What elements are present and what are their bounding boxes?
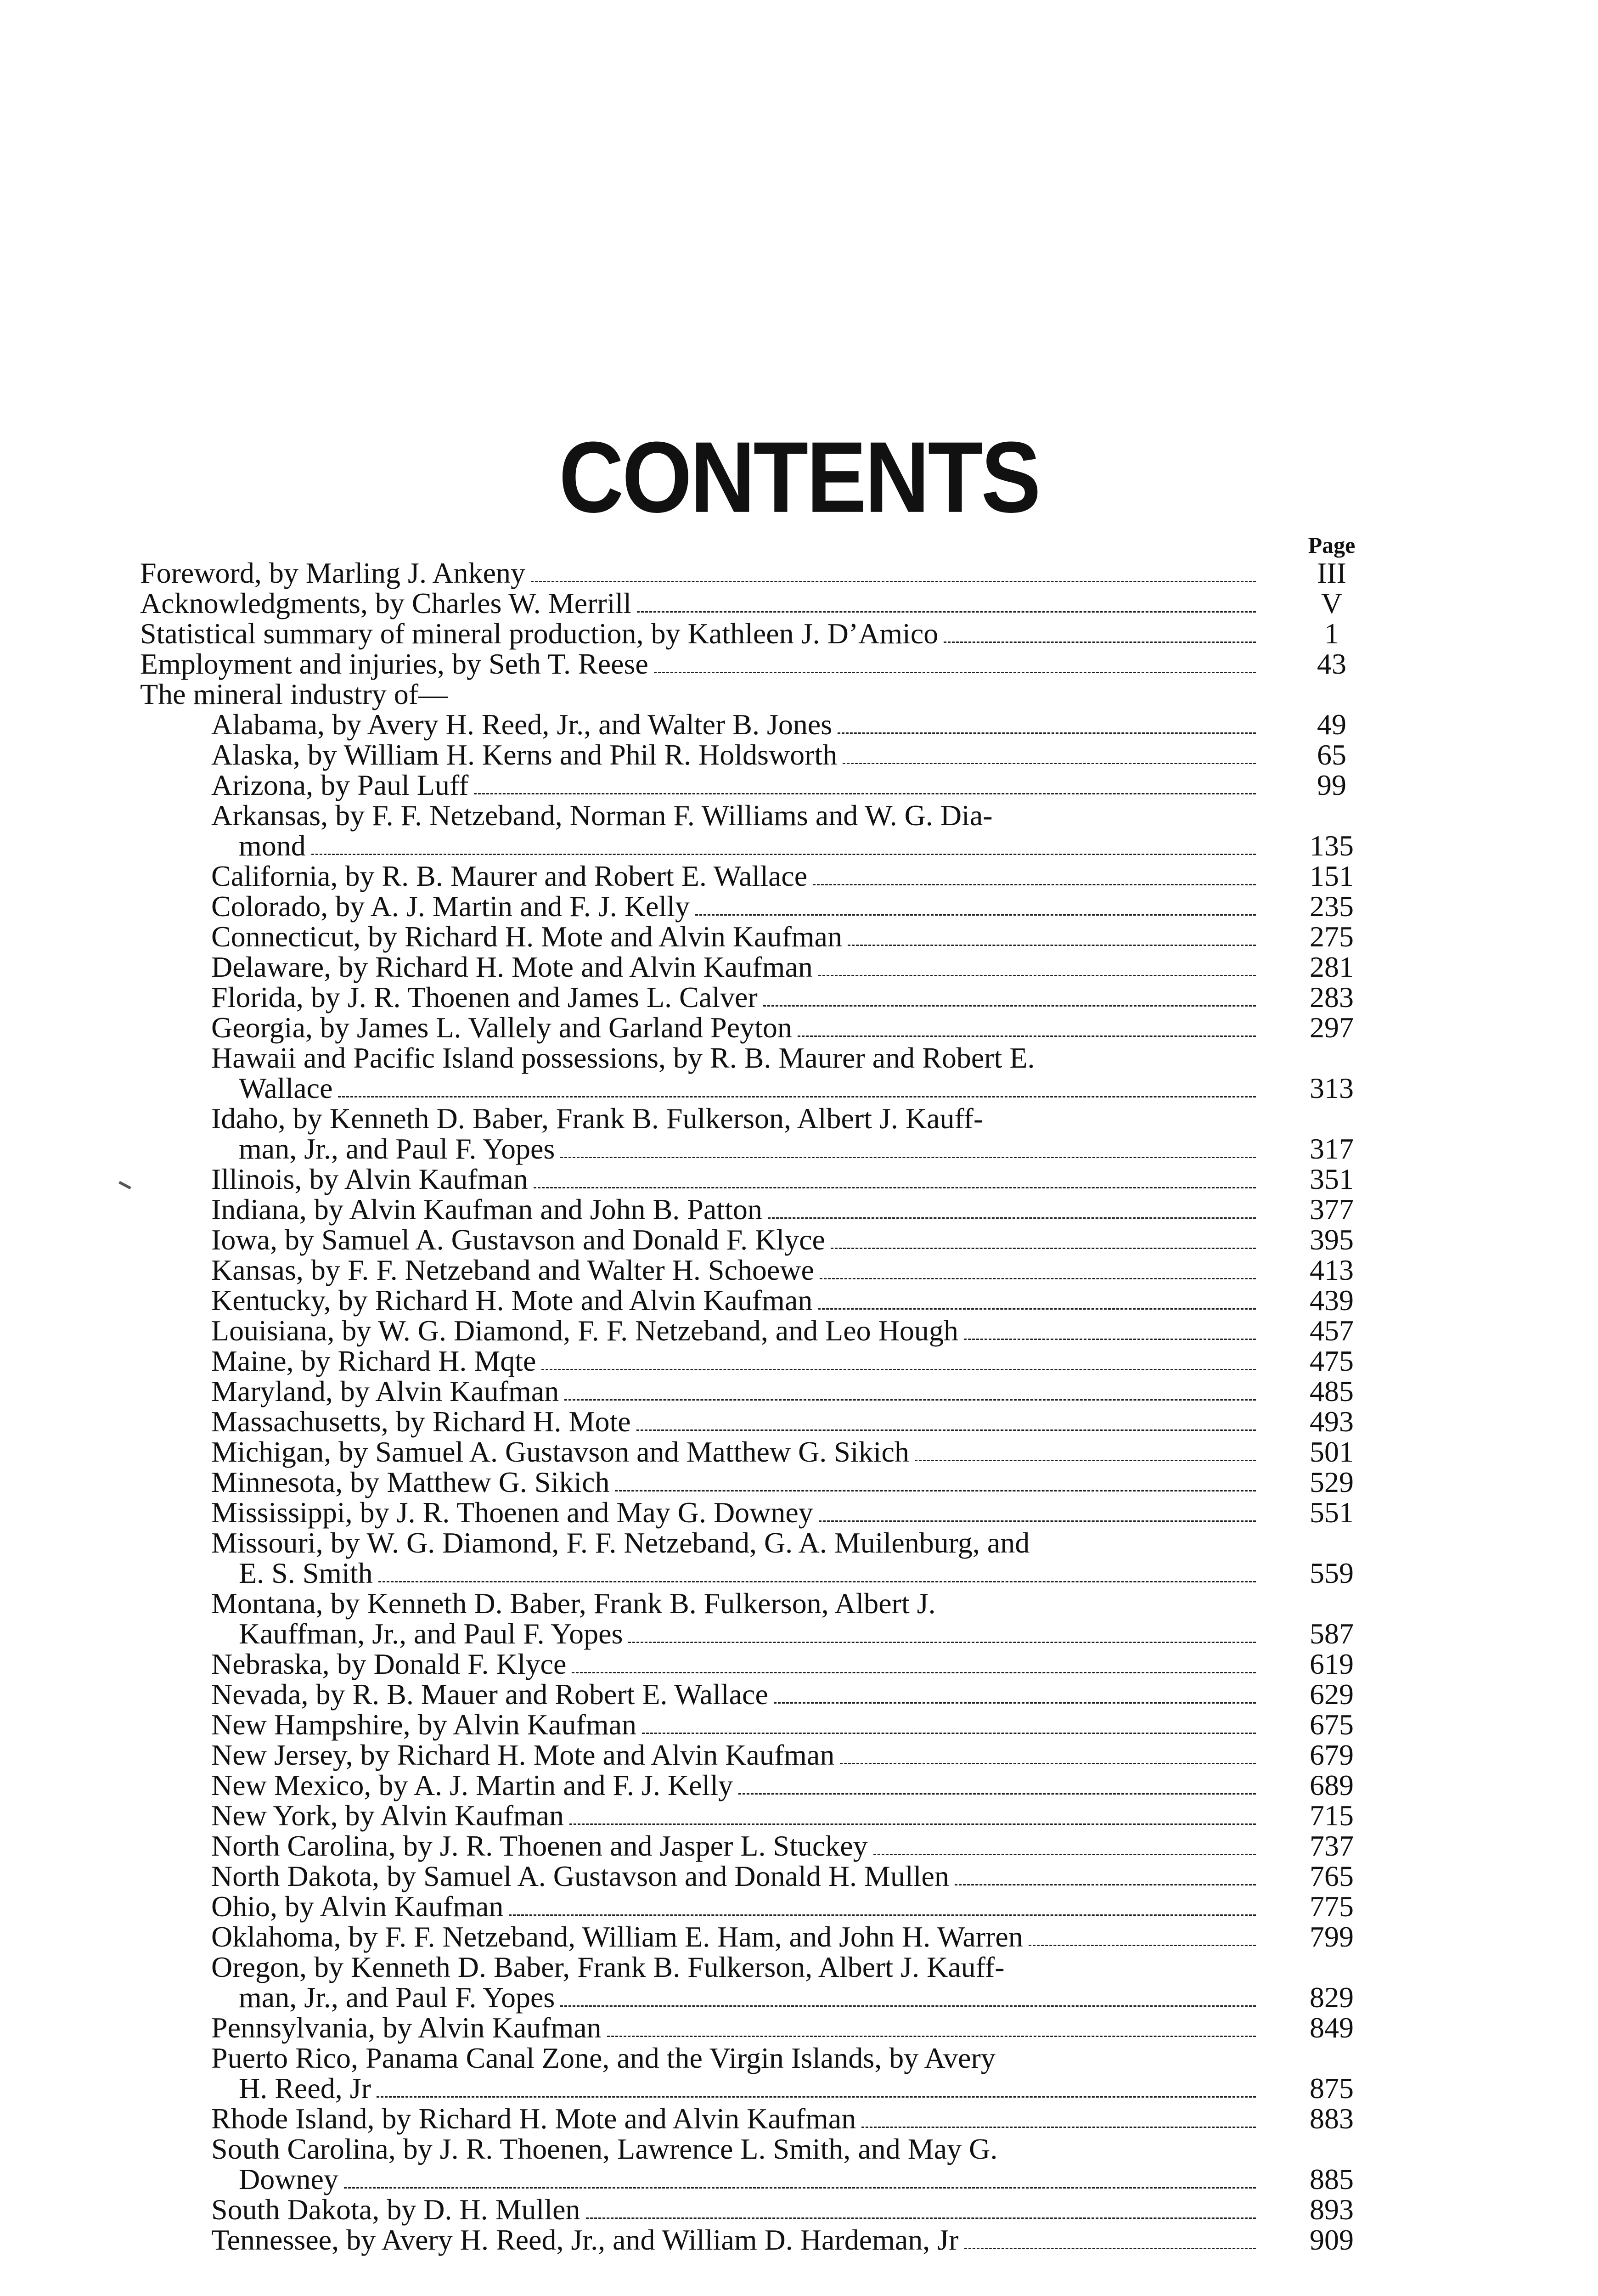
toc-leader-dashes — [560, 1982, 1256, 2007]
toc-leader-dashes — [541, 1346, 1256, 1370]
toc-entry-text: New Jersey, by Richard H. Mote and Alvin Kaufman — [211, 1739, 835, 1771]
toc-entry-page-number: 49 — [1317, 708, 1346, 741]
toc-entry — [0, 1164, 1598, 1194]
toc-entry — [0, 1376, 1598, 1407]
toc-entry-text: Nevada, by R. B. Mauer and Robert E. Wallace — [211, 1678, 768, 1711]
toc-entry-page-number: 689 — [1310, 1769, 1354, 1801]
toc-entry-text: mond — [239, 829, 306, 862]
toc-entry-page-number: 413 — [1310, 1254, 1354, 1286]
toc-leader-dashes — [509, 1891, 1256, 1916]
toc-entry-text: Missouri, by W. G. Diamond, F. F. Netzeband, G. A. Muilenburg, and — [211, 1526, 1030, 1559]
toc-entry-text: Puerto Rico, Panama Canal Zone, and the Virgin Islands, by Avery — [211, 2042, 996, 2074]
toc-leader-dashes — [840, 1740, 1256, 1764]
toc-entry-text: Pennsylvania, by Alvin Kaufman — [211, 2011, 602, 2044]
toc-entry-text: New York, by Alvin Kaufman — [211, 1799, 564, 1832]
toc-entry-text: Idaho, by Kenneth D. Baber, Frank B. Fulkerson, Albert J. Kauff- — [211, 1102, 984, 1135]
toc-entry — [0, 1952, 1598, 1982]
toc-entry-page-number: 715 — [1310, 1799, 1354, 1832]
toc-leader-dashes — [798, 1013, 1256, 1037]
toc-leader-dashes — [838, 709, 1256, 734]
toc-leader-dashes — [637, 588, 1256, 613]
toc-entry — [0, 619, 1598, 649]
toc-entry-page-number: 485 — [1310, 1375, 1354, 1407]
toc-entry-page-number: 235 — [1310, 890, 1354, 923]
toc-entry — [0, 1619, 1598, 1649]
toc-entry-page-number: 43 — [1317, 647, 1346, 680]
toc-leader-dashes — [586, 2195, 1256, 2219]
toc-entry-text: Delaware, by Richard H. Mote and Alvin Kaufman — [211, 951, 813, 983]
toc-entry-page-number: 439 — [1310, 1284, 1354, 1317]
toc-entry — [0, 2013, 1598, 2043]
toc-entry-text: Michigan, by Samuel A. Gustavson and Matthew G. Sikich — [211, 1435, 909, 1468]
toc-leader-dashes — [964, 1316, 1256, 1340]
toc-entry — [0, 1043, 1598, 1073]
toc-leader-dashes — [955, 1861, 1256, 1885]
toc-entry-page-number: 99 — [1317, 769, 1346, 801]
toc-leader-dashes — [873, 1831, 1256, 1855]
toc-entry-page-number: V — [1321, 587, 1343, 619]
toc-entry-page-number: 493 — [1310, 1405, 1354, 1438]
toc-entry — [0, 831, 1598, 861]
toc-entry-page-number: 281 — [1310, 951, 1354, 983]
toc-entry-page-number: 475 — [1310, 1345, 1354, 1377]
toc-leader-dashes — [377, 2073, 1256, 2098]
toc-entry-text: Tennessee, by Avery H. Reed, Jr., and William D. Hardeman, Jr — [211, 2223, 959, 2256]
toc-entry — [0, 2043, 1598, 2073]
toc-entry-page-number: 909 — [1310, 2223, 1354, 2256]
toc-entry — [0, 1194, 1598, 1225]
toc-entry-page-number: 883 — [1310, 2102, 1354, 2135]
toc-entry-page-number: 551 — [1310, 1496, 1354, 1529]
toc-entry-text: Foreword, by Marling J. Ankeny — [140, 557, 526, 589]
toc-entry-page-number: 675 — [1310, 1708, 1354, 1741]
toc-leader-dashes — [642, 1710, 1256, 1734]
toc-entry — [0, 1285, 1598, 1316]
toc-entry — [0, 679, 1598, 709]
toc-entry — [0, 770, 1598, 800]
toc-entry-text: California, by R. B. Maurer and Robert E. Wallace — [211, 860, 808, 892]
toc-leader-dashes — [615, 1467, 1256, 1491]
toc-entry-text: New Mexico, by A. J. Martin and F. J. Kelly — [211, 1769, 733, 1801]
toc-entry — [0, 1407, 1598, 1437]
toc-entry — [0, 1497, 1598, 1528]
toc-entry-text: The mineral industry of— — [140, 678, 448, 710]
toc-leader-dashes — [763, 982, 1256, 1007]
toc-entry — [0, 1740, 1598, 1770]
toc-entry — [0, 558, 1598, 588]
toc-entry — [0, 1103, 1598, 1134]
toc-entry-text: Ohio, by Alvin Kaufman — [211, 1890, 504, 1923]
toc-entry — [0, 1073, 1598, 1103]
toc-entry — [0, 2104, 1598, 2134]
toc-entry-text: Indiana, by Alvin Kaufman and John B. Patton — [211, 1193, 762, 1226]
toc-entry — [0, 2195, 1598, 2225]
toc-leader-dashes — [474, 770, 1256, 794]
toc-entry — [0, 922, 1598, 952]
toc-entry-page-number: 351 — [1310, 1163, 1354, 1195]
toc-entry-page-number: 283 — [1310, 981, 1354, 1013]
toc-entry-text: Hawaii and Pacific Island possessions, by R. B. Maurer and Robert E. — [211, 1041, 1035, 1074]
toc-entry — [0, 861, 1598, 891]
toc-entry — [0, 1225, 1598, 1255]
toc-entry-text: North Dakota, by Samuel A. Gustavson and Donald H. Mullen — [211, 1860, 949, 1892]
toc-leader-dashes — [820, 1255, 1256, 1279]
toc-entry-text: Wallace — [239, 1072, 333, 1104]
toc-entry-page-number: 775 — [1310, 1890, 1354, 1923]
toc-entry — [0, 1770, 1598, 1801]
toc-leader-dashes — [564, 1376, 1256, 1401]
toc-entry-text: Florida, by J. R. Thoenen and James L. Calver — [211, 981, 758, 1013]
toc-entry-page-number: 501 — [1310, 1435, 1354, 1468]
toc-leader-dashes — [964, 2225, 1256, 2249]
toc-leader-dashes — [843, 740, 1256, 764]
toc-leader-dashes — [531, 558, 1256, 582]
toc-entry-text: Oregon, by Kenneth D. Baber, Frank B. Fulkerson, Albert J. Kauff- — [211, 1951, 1005, 1983]
toc-entry-text: Arkansas, by F. F. Netzeband, Norman F. Williams and W. G. Dia- — [211, 799, 993, 832]
toc-entry — [0, 1437, 1598, 1467]
toc-leader-dashes — [636, 1407, 1256, 1431]
toc-entry-page-number: 135 — [1310, 829, 1354, 862]
toc-entry-text: Minnesota, by Matthew G. Sikich — [211, 1466, 610, 1498]
toc-entry — [0, 1831, 1598, 1861]
toc-entry-text: Maryland, by Alvin Kaufman — [211, 1375, 559, 1407]
toc-entry-text: Mississippi, by J. R. Thoenen and May G. Downey — [211, 1496, 813, 1529]
toc-entry — [0, 740, 1598, 770]
toc-entry — [0, 1922, 1598, 1952]
toc-entry-text: man, Jr., and Paul F. Yopes — [239, 1981, 555, 2014]
toc-entry-text: E. S. Smith — [239, 1557, 373, 1589]
toc-entry-text: Nebraska, by Donald F. Klyce — [211, 1648, 567, 1680]
toc-leader-dashes — [818, 1285, 1256, 1310]
toc-entry — [0, 709, 1598, 740]
toc-entry — [0, 982, 1598, 1013]
toc-entry — [0, 1710, 1598, 1740]
toc-leader-dashes — [915, 1437, 1256, 1461]
toc-entry-page-number: 395 — [1310, 1223, 1354, 1256]
toc-entry-page-number: 1 — [1324, 617, 1339, 650]
page-column-header: Page — [1308, 532, 1356, 558]
toc-leader-dashes — [818, 952, 1256, 976]
toc-entry-text: South Dakota, by D. H. Mullen — [211, 2193, 580, 2226]
toc-entry-text: Connecticut, by Richard H. Mote and Alvin Kaufman — [211, 920, 842, 953]
toc-entry-text: Downey — [239, 2163, 338, 2195]
toc-entry — [0, 1679, 1598, 1710]
toc-entry-text: Kauffman, Jr., and Paul F. Yopes — [239, 1617, 623, 1650]
toc-entry — [0, 2134, 1598, 2164]
toc-leader-dashes — [569, 1801, 1256, 1825]
toc-entry-text: Illinois, by Alvin Kaufman — [211, 1163, 528, 1195]
toc-entry-page-number: 885 — [1310, 2163, 1354, 2195]
toc-leader-dashes — [695, 891, 1256, 916]
toc-entry-text: Acknowledgments, by Charles W. Merrill — [140, 587, 632, 619]
toc-entry — [0, 588, 1598, 619]
toc-entry-text: Montana, by Kenneth D. Baber, Frank B. Fulkerson, Albert J. — [211, 1587, 936, 1620]
toc-entry-text: Alaska, by William H. Kerns and Phil R. Holdsworth — [211, 738, 838, 771]
toc-leader-dashes — [1029, 1922, 1256, 1946]
toc-entry — [0, 1134, 1598, 1164]
toc-leader-dashes — [560, 1134, 1256, 1158]
toc-entry-text: Maine, by Richard H. Mqte — [211, 1345, 536, 1377]
toc-entry — [0, 891, 1598, 922]
toc-entry — [0, 1982, 1598, 2013]
toc-entry-text: Colorado, by A. J. Martin and F. J. Kelly — [211, 890, 690, 923]
toc-entry-text: Kansas, by F. F. Netzeband and Walter H. Schoewe — [211, 1254, 814, 1286]
page-title: CONTENTS — [559, 421, 1039, 534]
toc-entry-text: Oklahoma, by F. F. Netzeband, William E. Ham, and John H. Warren — [211, 1920, 1023, 1953]
toc-entry-page-number: 875 — [1310, 2072, 1354, 2105]
toc-entry-page-number: 275 — [1310, 920, 1354, 953]
toc-entry-page-number: 737 — [1310, 1829, 1354, 1862]
toc-entry — [0, 2073, 1598, 2104]
toc-entry-text: Alabama, by Avery H. Reed, Jr., and Walter B. Jones — [211, 708, 833, 741]
toc-entry-text: North Carolina, by J. R. Thoenen and Jasper L. Stuckey — [211, 1829, 868, 1862]
toc-entry — [0, 2164, 1598, 2195]
toc-leader-dashes — [378, 1558, 1256, 1582]
toc-entry-page-number: 765 — [1310, 1860, 1354, 1892]
toc-leader-dashes — [607, 2013, 1256, 2037]
toc-entry — [0, 649, 1598, 679]
toc-leader-dashes — [344, 2164, 1256, 2189]
toc-leader-dashes — [628, 1619, 1256, 1643]
toc-entry-text: Kentucky, by Richard H. Mote and Alvin Kaufman — [211, 1284, 813, 1317]
toc-entry-page-number: 65 — [1317, 738, 1346, 771]
toc-leader-dashes — [572, 1649, 1256, 1673]
toc-entry-page-number: 313 — [1310, 1072, 1354, 1104]
toc-entry-page-number: 317 — [1310, 1132, 1354, 1165]
toc-entry-text: New Hampshire, by Alvin Kaufman — [211, 1708, 637, 1741]
table-of-contents — [0, 558, 1598, 2255]
toc-leader-dashes — [813, 861, 1256, 885]
toc-entry-page-number: 297 — [1310, 1011, 1354, 1044]
toc-entry-text: Louisiana, by W. G. Diamond, F. F. Netzeband, and Leo Hough — [211, 1314, 958, 1347]
toc-entry-page-number: 629 — [1310, 1678, 1354, 1711]
toc-entry-page-number: 377 — [1310, 1193, 1354, 1226]
toc-entry-text: Employment and injuries, by Seth T. Reese — [140, 647, 648, 680]
toc-entry — [0, 1013, 1598, 1043]
toc-entry-page-number: 679 — [1310, 1739, 1354, 1771]
toc-leader-dashes — [944, 619, 1256, 643]
toc-entry-page-number: 559 — [1310, 1557, 1354, 1589]
toc-entry-page-number: 619 — [1310, 1648, 1354, 1680]
toc-entry — [0, 1891, 1598, 1922]
toc-entry — [0, 1346, 1598, 1376]
toc-entry-page-number: 529 — [1310, 1466, 1354, 1498]
toc-entry-page-number: 587 — [1310, 1617, 1354, 1650]
toc-entry — [0, 1467, 1598, 1497]
toc-entry — [0, 1801, 1598, 1831]
toc-leader-dashes — [534, 1164, 1256, 1188]
toc-entry-text: Massachusetts, by Richard H. Mote — [211, 1405, 631, 1438]
toc-entry-page-number: 799 — [1310, 1920, 1354, 1953]
toc-leader-dashes — [768, 1194, 1256, 1219]
toc-entry — [0, 1528, 1598, 1558]
toc-entry — [0, 1255, 1598, 1285]
toc-leader-dashes — [848, 922, 1256, 946]
toc-entry — [0, 800, 1598, 831]
toc-leader-dashes — [311, 831, 1256, 855]
toc-entry-text: South Carolina, by J. R. Thoenen, Lawrence L. Smith, and May G. — [211, 2133, 998, 2165]
toc-entry-page-number: 829 — [1310, 1981, 1354, 2014]
toc-entry — [0, 1558, 1598, 1588]
toc-leader-dashes — [861, 2104, 1256, 2128]
toc-entry — [0, 1861, 1598, 1891]
toc-entry — [0, 1588, 1598, 1619]
toc-entry — [0, 2225, 1598, 2255]
toc-entry-text: man, Jr., and Paul F. Yopes — [239, 1132, 555, 1165]
toc-entry-page-number: 151 — [1310, 860, 1354, 892]
toc-entry-page-number: 849 — [1310, 2011, 1354, 2044]
toc-entry-text: Arizona, by Paul Luff — [211, 769, 469, 801]
toc-entry-text: Georgia, by James L. Vallely and Garland Peyton — [211, 1011, 792, 1044]
toc-entry-text: Statistical summary of mineral production, by Kathleen J. D’Amico — [140, 617, 939, 650]
toc-leader-dashes — [338, 1073, 1256, 1097]
toc-leader-dashes — [738, 1770, 1256, 1795]
toc-entry-page-number: 457 — [1310, 1314, 1354, 1347]
toc-leader-dashes — [819, 1497, 1256, 1522]
toc-leader-dashes — [654, 649, 1256, 673]
toc-entry — [0, 1316, 1598, 1346]
toc-entry-text: Iowa, by Samuel A. Gustavson and Donald F. Klyce — [211, 1223, 825, 1256]
toc-entry-page-number: III — [1317, 557, 1346, 589]
toc-entry-text: H. Reed, Jr — [239, 2072, 371, 2105]
toc-entry-text: Rhode Island, by Richard H. Mote and Alvin Kaufman — [211, 2102, 856, 2135]
toc-entry-page-number: 893 — [1310, 2193, 1354, 2226]
toc-leader-dashes — [831, 1225, 1256, 1249]
toc-entry — [0, 952, 1598, 982]
toc-leader-dashes — [774, 1679, 1256, 1704]
toc-entry — [0, 1649, 1598, 1679]
